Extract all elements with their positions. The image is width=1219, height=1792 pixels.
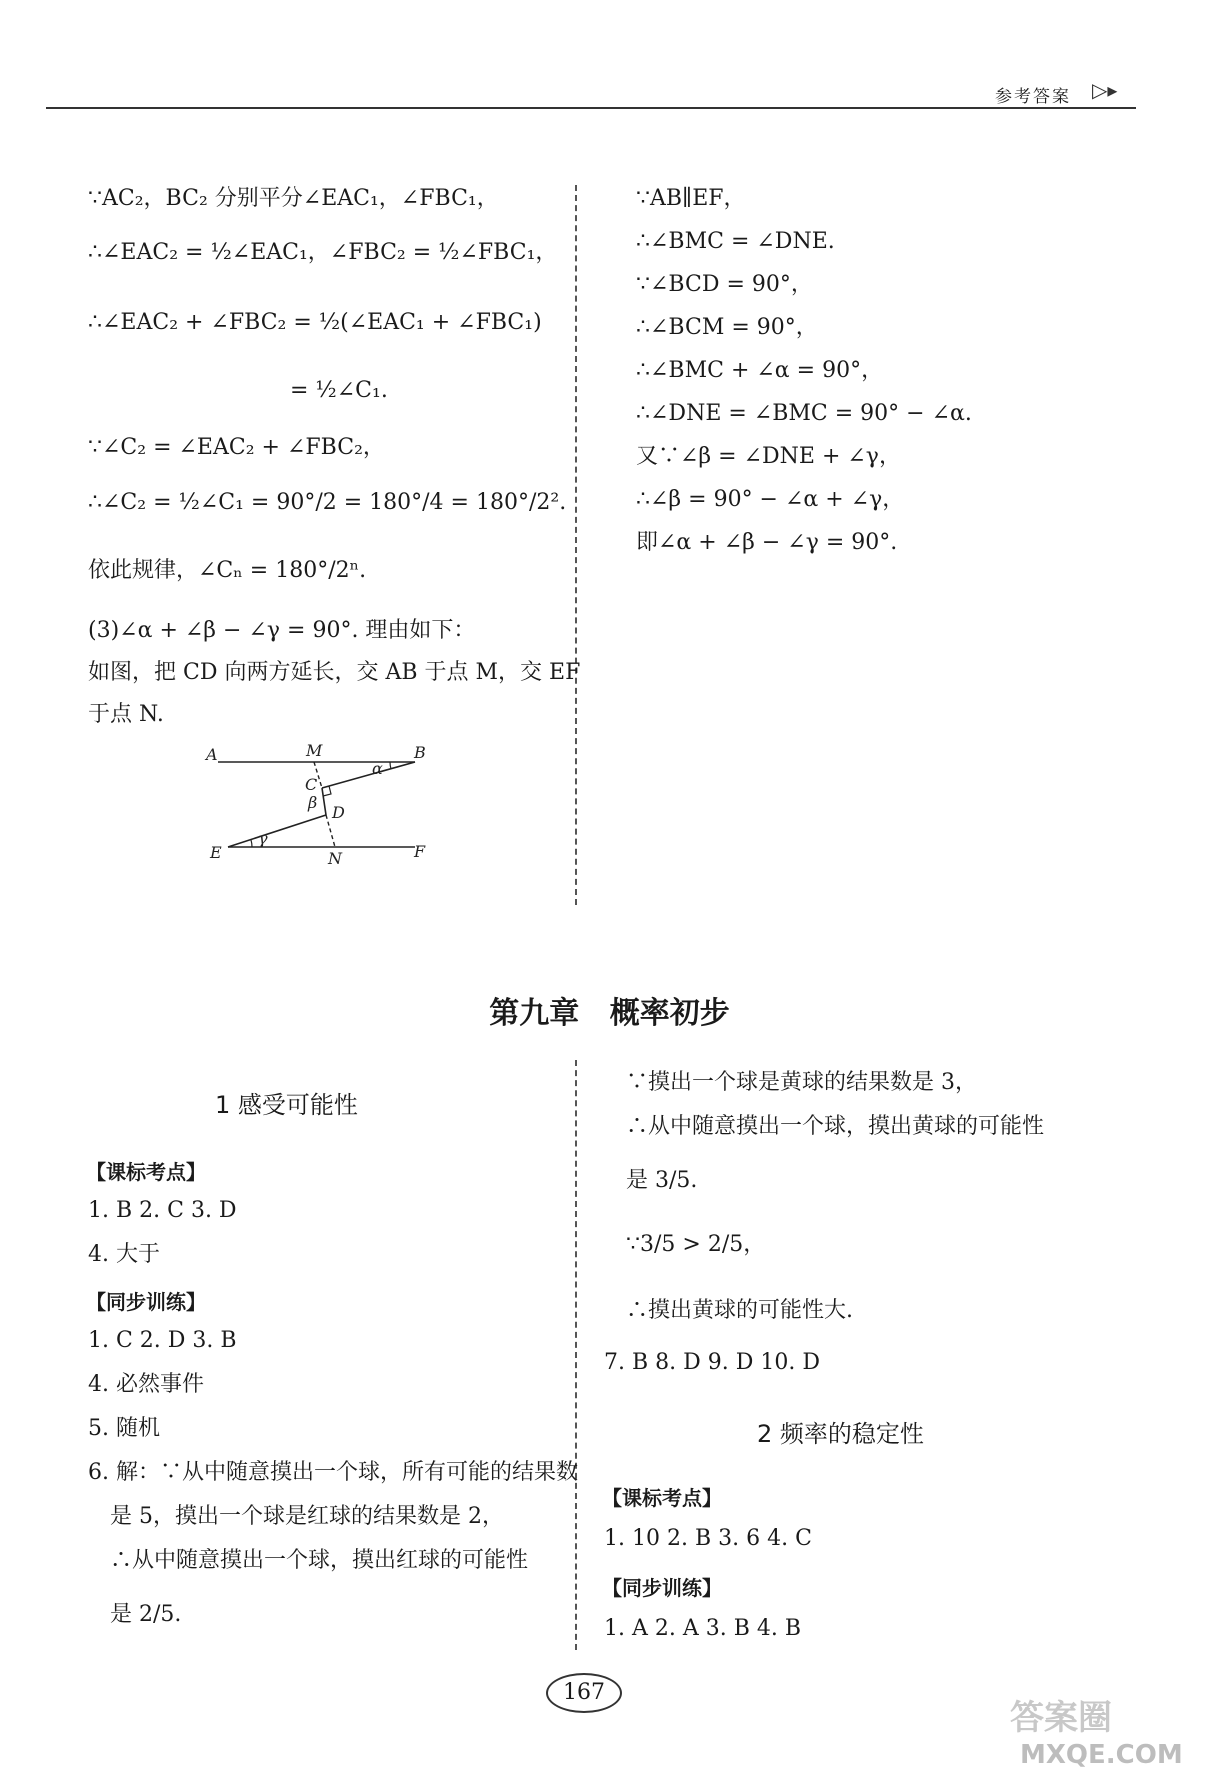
point-label-n: N xyxy=(328,849,342,868)
angle-label-gamma: γ xyxy=(258,829,268,848)
column-divider-bottom xyxy=(575,1060,577,1650)
answer-line: ∴摸出黄球的可能性大. xyxy=(626,1298,853,1323)
answer-line: 4. 大于 xyxy=(88,1242,160,1267)
text-line: = ½∠C₁. xyxy=(290,378,388,403)
point-label-d: D xyxy=(332,803,345,822)
answer-line: ∵摸出一个球是黄球的结果数是 3， xyxy=(626,1070,977,1095)
section-title: 2 频率的稳定性 xyxy=(757,1420,924,1448)
point-label-e: E xyxy=(210,843,222,862)
text-line: ∴∠BMC = ∠DNE. xyxy=(636,229,835,254)
section-tag: 【课标考点】 xyxy=(86,1160,206,1184)
geometry-figure xyxy=(200,740,440,870)
answer-line: 是 5，摸出一个球是红球的结果数是 2， xyxy=(110,1504,504,1529)
point-label-f: F xyxy=(414,842,426,861)
text-line: ∴∠C₂ = ½∠C₁ = 90°/2 = 180°/4 = 180°/2². xyxy=(88,490,567,515)
column-divider-top xyxy=(575,185,577,905)
answer-line: 1. 10 2. B 3. 6 4. C xyxy=(604,1526,812,1551)
angle-label-alpha: α xyxy=(372,759,383,778)
header-rule xyxy=(46,107,1136,109)
watermark-logo: 答案圈 xyxy=(1010,1698,1112,1738)
answer-line: 4. 必然事件 xyxy=(88,1372,204,1397)
double-triangle-icon: ▷▸ xyxy=(1092,78,1118,102)
answer-line: 1. A 2. A 3. B 4. B xyxy=(604,1616,802,1641)
text-line: ∴∠BMC + ∠α = 90°， xyxy=(636,358,884,383)
text-line: ∴∠EAC₂ = ½∠EAC₁，∠FBC₂ = ½∠FBC₁， xyxy=(88,240,558,265)
text-line: (3)∠α + ∠β − ∠γ = 90°. 理由如下： xyxy=(88,618,476,643)
answer-line: ∵3/5 > 2/5， xyxy=(626,1232,766,1257)
text-line: ∴∠BCM = 90°， xyxy=(636,315,818,340)
answer-line: 是 3/5. xyxy=(626,1168,698,1193)
text-line: 又∵∠β = ∠DNE + ∠γ， xyxy=(636,444,901,469)
text-line: ∴∠DNE = ∠BMC = 90° − ∠α. xyxy=(636,401,972,426)
point-label-m: M xyxy=(306,741,323,760)
page-number: 167 xyxy=(546,1673,622,1713)
angle-label-beta: β xyxy=(308,793,318,812)
point-label-c: C xyxy=(305,775,318,794)
text-line: ∴∠β = 90° − ∠α + ∠γ， xyxy=(636,487,905,512)
text-line: 于点 N. xyxy=(88,702,164,727)
header-label: 参考答案 xyxy=(995,87,1071,107)
text-line: ∴∠EAC₂ + ∠FBC₂ = ½(∠EAC₁ + ∠FBC₁) xyxy=(88,310,542,335)
section-title: 1 感受可能性 xyxy=(215,1091,358,1119)
answer-line: 1. C 2. D 3. B xyxy=(88,1328,237,1353)
answer-line: ∴从中随意摸出一个球，摸出红球的可能性 xyxy=(110,1548,529,1573)
answer-line: 5. 随机 xyxy=(88,1416,160,1441)
section-tag: 【同步训练】 xyxy=(602,1576,722,1600)
watermark-url: MXQE.COM xyxy=(1020,1740,1183,1770)
text-line: ∵∠BCD = 90°， xyxy=(636,272,813,297)
answer-line: 1. B 2. C 3. D xyxy=(88,1198,237,1223)
point-label-a: A xyxy=(206,745,218,764)
section-tag: 【课标考点】 xyxy=(602,1486,722,1510)
point-label-b: B xyxy=(414,743,426,762)
text-line: ∵AC₂，BC₂ 分别平分∠EAC₁，∠FBC₁， xyxy=(88,186,499,211)
text-line: ∵∠C₂ = ∠EAC₂ + ∠FBC₂， xyxy=(88,435,385,460)
text-line: ∵AB∥EF， xyxy=(636,186,746,211)
chapter-title: 第九章 概率初步 xyxy=(489,996,730,1031)
answer-line: ∴从中随意摸出一个球，摸出黄球的可能性 xyxy=(626,1114,1045,1139)
text-line: 依此规律，∠Cₙ = 180°/2ⁿ. xyxy=(88,558,367,583)
text-line: 如图，把 CD 向两方延长，交 AB 于点 M，交 EF xyxy=(88,660,581,685)
section-tag: 【同步训练】 xyxy=(86,1290,206,1314)
answer-line: 7. B 8. D 9. D 10. D xyxy=(604,1350,820,1375)
answer-line: 是 2/5. xyxy=(110,1602,182,1627)
text-line: 即∠α + ∠β − ∠γ = 90°. xyxy=(636,530,898,555)
answer-line: 6. 解：∵从中随意摸出一个球，所有可能的结果数 xyxy=(88,1460,578,1485)
